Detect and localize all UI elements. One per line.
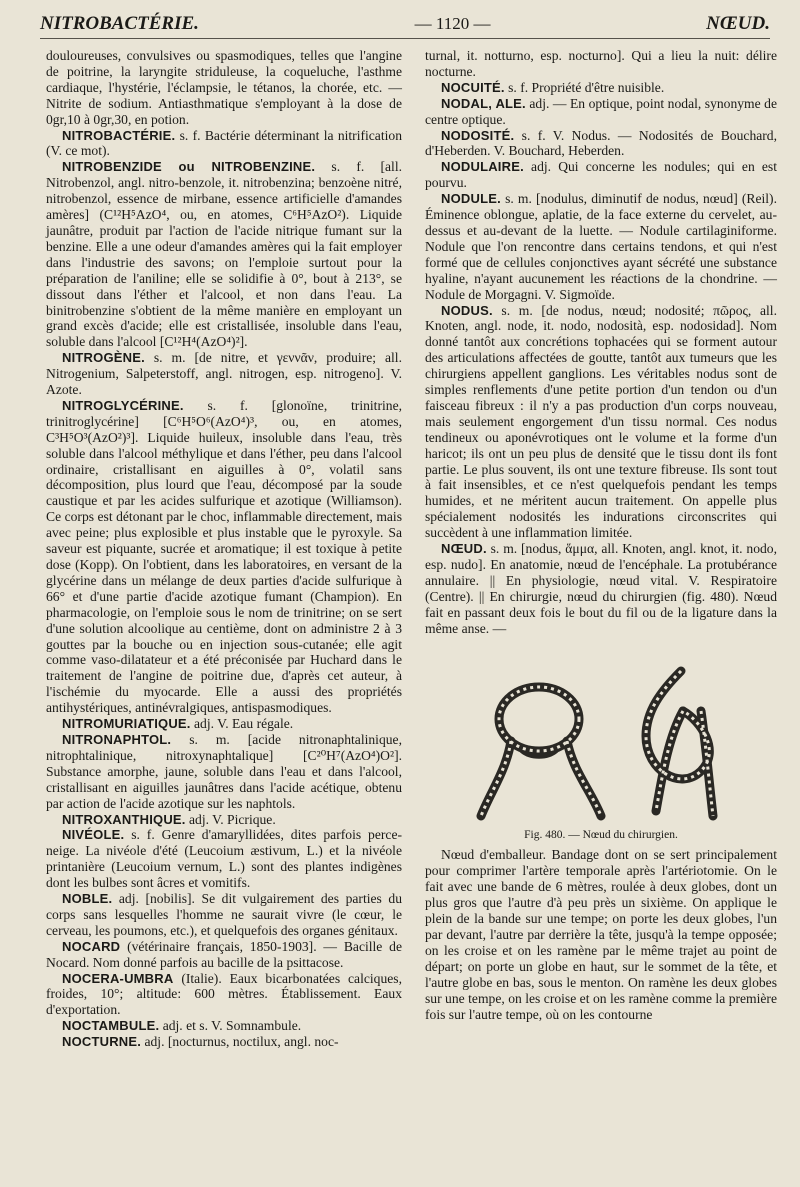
entry-headword: NOCARD (62, 938, 121, 954)
entry-headword: NITROMURIATIQUE. (62, 716, 191, 732)
dictionary-entry (425, 80, 777, 96)
entry-definition: adj. V. Eau régale. (190, 716, 294, 732)
entry-headword: NIVÉOLE. (62, 827, 125, 843)
running-header (40, 10, 770, 39)
entry-headword: NODUS. (441, 302, 493, 318)
left-lead-text: douloureuses, convulsives ou spasmodiques, telles que l'angine de poitrine, la laryngite striduleuse, la coqueluche, l'asthme cardiaque, l'hystérie, l'éclampsie, le tétanos, la chorée, etc. — Nitrite de sodium. Antiasthmatique s'employant à la dose de 0gr,10 à 0gr,30, en potion. (46, 48, 402, 127)
page-number: — 1120 — (414, 14, 491, 33)
entry-headword: NODULAIRE. (441, 159, 524, 175)
entry-definition: s. f. Propriété d'être nuisible. (504, 79, 665, 95)
dictionary-entry (46, 159, 402, 350)
dictionary-entry (425, 303, 777, 542)
right-entries (425, 80, 777, 637)
entry-headword: NITROBENZIDE ou NITROBENZINE. (62, 159, 316, 175)
figure-surgeons-knot (425, 651, 777, 844)
entry-headword: NODULE. (441, 191, 501, 207)
dictionary-entry (46, 1034, 402, 1050)
figure-caption: Fig. 480. — Nœud du chirurgien. (524, 828, 678, 841)
header-left-title: NITROBACTÉRIE. (40, 13, 199, 34)
entry-headword: NODAL, ALE. (441, 95, 526, 111)
entry-definition: s. f. [glonoïne, trinitrine, trinitroglycérine] [C⁶H⁵O⁶(AzO⁴)³, ou, en atomes, C³H⁵O³(AzO²)³]. Liquide huileux, insoluble dans l'eau, très soluble dans l'alcool méthylique et dans l'éther, peu dans l'alcool ordinaire, cristallisant en aiguilles à 0°, volatil sans décomposition, plus lourd que l'eau, décomposé par la soude caustique et par les acides sulfurique et azotique (Williamson). Ce corps est détonant par le choc, inflammable directement, mais avec peine; plus explosible et plus instable que le pyroxyle. Sa saveur est piquante, sucrée et aromatique; il est toxique à petite dose (Kopp). On l'obtient, dans les laboratoires, en versant de la glycérine dans un mélange de deux parties d'acide sulfurique à 66° et d'une partie d'acide azotique fumant (Champion). En pharmacologie, on l'emploie sous le nom de trinitrine; on se sert d'une solution alcoolique au centième, dont on administre 2 à 3 gouttes par la bouche ou en injection sous-cutanée; elle agit comme vaso-dilatateur et a été préconisée par Huchard dans le traitement de l'angine de poitrine due, d'après cet auteur, à l'ischémie du myocarde. Elle a aussi des propriétés antihystériques, antinévralgiques, antispasmodiques. (46, 397, 402, 716)
dictionary-entry (46, 971, 402, 1019)
right-after-figure-text: Nœud d'emballeur. Bandage dont on se sert principalement pour comprimer l'artère temporale après l'artériotomie. On le fait avec une bande de 6 mètres, roulée à deux globes, dont un plus gros que l'autre d'à peu près un sixième. On applique le plein de la bande sur une tempe; on porte les deux globes, l'un par devant, l'autre par derrière la tête, jusqu'à la tempe opposée; on les croise et on les ramène par le même trajet au point de départ; on porte un globe en haut, sur le sommet de la tête, et l'autre globe en bas, sous le menton. On ramène les deux globes sur une tempe, on les croise et on les ramène comme la première fois sur l'autre tempe, où on les contourne (425, 847, 777, 1022)
entry-headword: NOCERA-UMBRA (62, 970, 174, 986)
dictionary-entry (46, 128, 402, 160)
dictionary-entry (46, 827, 402, 891)
entry-headword: NITROXANTHIQUE. (62, 811, 186, 827)
dictionary-entry (425, 128, 777, 160)
entry-headword: NOCUITÉ. (441, 79, 505, 95)
dictionary-entry (46, 812, 402, 828)
left-entries (46, 128, 402, 1051)
dictionary-entry (46, 716, 402, 732)
entry-definition: (Italie). Eaux bicarbonatées calciques, froides, 10°; altitude: 600 mètres. Établissement. Eaux d'exportation. (46, 970, 402, 1018)
entry-definition: adj. V. Picrique. (185, 811, 276, 827)
entry-headword: NODOSITÉ. (441, 127, 515, 143)
entry-definition: s. m. [acide nitronaphtalinique, nitrophtalinique, nitroxynaphtalique] [C²⁰H⁷(AzO⁴)O²]. Substance amorphe, jaune, soluble dans l'eau et dans l'alcool, cristallisant en aiguilles jaunâtres dans l'acide acétique, obtenu par action de l'acide azotique sur les naphtols. (46, 731, 402, 811)
entry-definition: s. m. [nodus, ἅμμα, all. Knoten, angl. knot, it. nodo, esp. nudo]. En anatomie, nœud de l'encéphale. La protubérance annulaire. || En physiologie, nœud vital. V. Respiratoire (Centre). || En chirurgie, nœud du chirurgien (fig. 480). Nœud fait en passant deux fois le bout du fil ou de la ligature dans la même anse. — (425, 541, 777, 636)
dictionary-entry (46, 1018, 402, 1034)
entry-headword: NITROBACTÉRIE. (62, 127, 176, 143)
entry-definition: s. m. [de nitre, et γεννᾶν, produire; all. Nitrogenium, Salpeterstoff, angl. nitrogen, esp. nitrogeno]. V. Azote. (46, 350, 402, 398)
dictionary-entry (46, 350, 402, 398)
entry-definition: adj. — En optique, point nodal, synonyme de centre optique. (425, 95, 777, 127)
right-lead-text: turnal, it. notturno, esp. nocturno]. Qui a lieu la nuit: délire nocturne. (425, 48, 777, 79)
header-right-title: NŒUD. (706, 13, 770, 34)
dictionary-entry (425, 159, 777, 191)
dictionary-entry (425, 191, 777, 302)
dictionary-entry (46, 891, 402, 939)
left-column (46, 48, 402, 1050)
entry-definition: adj. Qui concerne les nodules; qui en est pourvu. (425, 159, 777, 191)
entry-headword: NŒUD. (441, 541, 487, 557)
entry-headword: NOBLE. (62, 891, 113, 907)
entry-definition: adj. et s. V. Somnambule. (159, 1018, 302, 1034)
entry-headword: NOCTURNE. (62, 1034, 142, 1050)
entry-definition: s. f. Bactérie déterminant la nitrification (V. ce mot). (46, 127, 402, 159)
surgeons-knot-illustration (451, 651, 751, 826)
entry-definition: (vétérinaire français, 1850-1903]. — Bacille de Nocard. Nom donné parfois au bacille de la psittacose. (46, 938, 402, 970)
dictionary-entry (425, 96, 777, 128)
right-column (425, 48, 777, 1022)
entry-definition: s. f. Genre d'amaryllidées, dites parfois perce-neige. La nivéole d'été (Leucoium æstivum, L.) et la nivéole printanière (Leucoium vernum, L.) sont des plantes indigènes dont les bulbes sont âcres et vomitifs. (46, 827, 402, 891)
dictionary-entry (46, 732, 402, 812)
entry-definition: s. m. [de nodus, nœud; nodosité; πῶρος, all. Knoten, angl. node, it. nodo, nodosità, esp. nodosidad]. Nom donné tantôt aux concrétions tophacées qui se forment autour des articulations affectées de goutte, tantôt aux tumeurs que les chirurgiens appellent ganglions. Les véritables nodus sont de simples renflements d'une petite portion d'un tendon ou d'un faisceau fibreux : il n'y a pas production d'un corps nouveau, mais seulement engorgement d'un tissu normal. Ces nodus tendineux ou aponévrotiques ont le volume et la forme d'un haricot; ils ont un peu plus de densité que le tissu dont ils font partie. Le plus souvent, ils ont une texture fibreuse. Ils sont tout à fait insensibles, et ce n'est quelquefois pendant les temps humides, et ne méritent aucun traitement. On appelle plus spécialement nodosités les indurations circonscrites qui succèdent à une inflammation limitée. (425, 302, 777, 541)
entry-definition: s. f. V. Nodus. — Nodosités de Bouchard, d'Heberden. V. Bouchard, Heberden. (425, 127, 777, 159)
entry-headword: NOCTAMBULE. (62, 1018, 160, 1034)
entry-definition: adj. [nobilis]. Se dit vulgairement des parties du corps sans lesquelles l'homme ne saurait vivre (le cœur, le cerveau, les poumons, etc.), et quelquefois des organes génitaux. (46, 891, 402, 938)
dictionary-entry (425, 541, 777, 636)
entry-definition: adj. [nocturnus, noctilux, angl. noc- (141, 1034, 339, 1050)
entry-headword: NITRONAPHTOL. (62, 731, 172, 747)
entry-definition: s. f. [all. Nitrobenzol, angl. nitro-benzole, it. nitrobenzina; benzoène nitré, nitrobenzol, essence de mirbane, essence artificielle d'amandes amères] (C¹²H⁵AzO⁴, ou, en atomes, C⁶H⁵AzO²). Liquide jaunâtre, produit par l'action de l'acide nitrique fumant sur la benzine. Elle a une odeur d'amandes amères qui la fait employer dans l'industrie des savons; on l'emploie surtout pour la préparation de l'aniline; elle se solidifie à 0°, bout à 213°, se dissout dans l'éther et l'alcool, et non dans l'eau. La binitrobenzine s'obtient de la même manière en employant un grand excès d'acide; elle est cristallisée, insoluble dans l'eau, soluble dans l'alcool [C¹²H⁴(AzO⁴)²]. (46, 159, 402, 350)
entry-definition: s. m. [nodulus, diminutif de nodus, nœud] (Reil). Éminence oblongue, aplatie, de la face externe du cervelet, au-dessus et au-devant de la luette. — Nodule cartilaginiforme. Nodule que l'on rencontre dans certains tendons, et qui n'est formé que de cellules conjonctives ayant sécrété une substance hyaline, n'ayant aucunement les réactions de la chondrine. — Nodule de Morgagni. V. Sigmoïde. (425, 191, 777, 302)
entry-headword: NITROGÈNE. (62, 350, 145, 366)
dictionary-entry (46, 398, 402, 716)
entry-headword: NITROGLYCÉRINE. (62, 397, 184, 413)
dictionary-entry (46, 939, 402, 971)
